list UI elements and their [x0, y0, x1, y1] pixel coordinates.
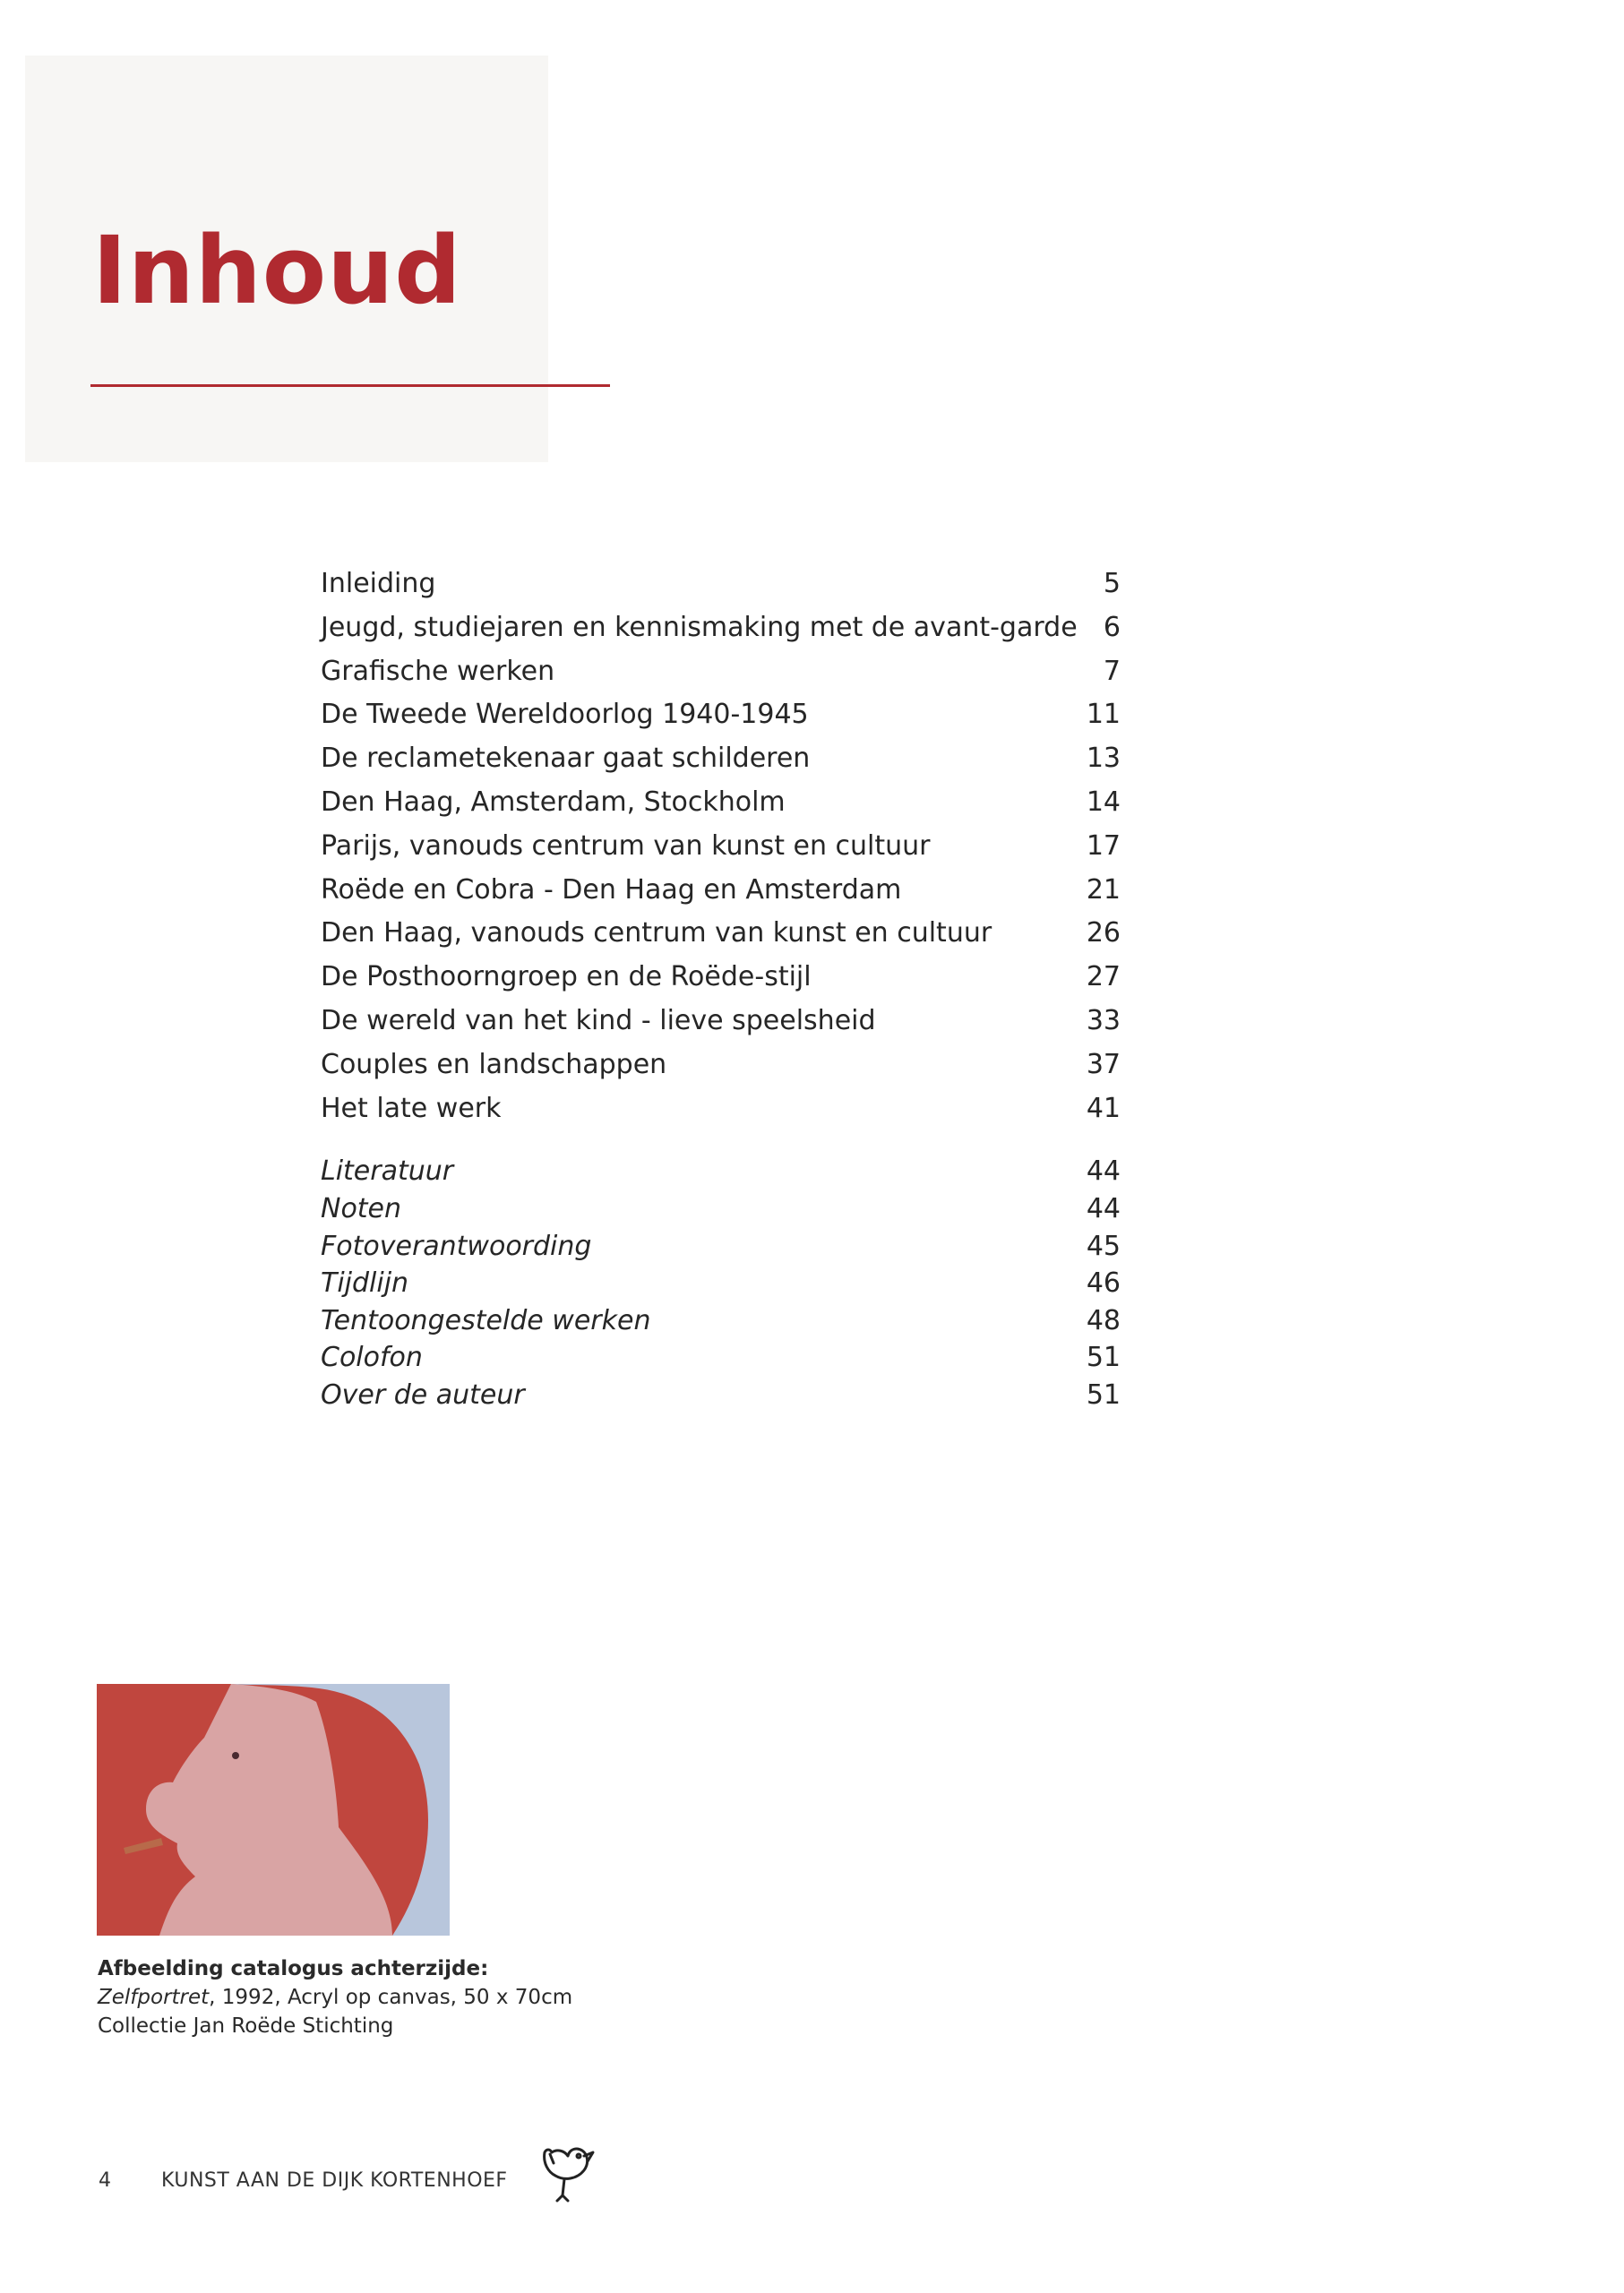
toc-entry-title: Roëde en Cobra - Den Haag en Amsterdam [321, 873, 902, 906]
toc-entry-title: De reclametekenaar gaat schilderen [321, 743, 811, 775]
toc-entry-page: 37 [1086, 1048, 1121, 1080]
toc-entry-title: Grafische werken [321, 655, 555, 687]
toc-entry-page: 26 [1086, 917, 1121, 949]
toc-entry-title: Het late werk [321, 1092, 502, 1124]
toc-chapters [321, 563, 1121, 1130]
toc-entry[interactable] [321, 912, 1121, 956]
title-underline [90, 384, 610, 387]
toc-entry[interactable] [321, 1190, 1121, 1228]
toc-entry[interactable] [321, 825, 1121, 869]
toc-appendices [321, 1153, 1121, 1413]
toc-entry[interactable] [321, 1043, 1121, 1087]
toc-entry-title: Tijdlijn [321, 1267, 409, 1300]
toc-entry-page: 6 [1103, 611, 1121, 643]
toc-entry-title: Colofon [321, 1342, 423, 1374]
toc-entry-page: 45 [1086, 1230, 1121, 1262]
toc-entry-title: Tentoongestelde werken [321, 1304, 651, 1336]
toc-entry[interactable] [321, 869, 1121, 913]
caption-work-details: , 1992, Acryl op canvas, 50 x 70cm [209, 1986, 573, 2009]
toc-entry-page: 46 [1086, 1267, 1121, 1300]
toc-entry-page: 21 [1086, 873, 1121, 906]
toc-entry-title: Den Haag, vanouds centrum van kunst en cultuur [321, 917, 992, 949]
toc-entry-page: 41 [1086, 1092, 1121, 1124]
toc-entry-title: Over de auteur [321, 1378, 525, 1411]
toc-entry-page: 17 [1086, 829, 1121, 862]
toc-entry[interactable] [321, 1339, 1121, 1377]
toc-entry-page: 44 [1086, 1192, 1121, 1224]
table-of-contents [321, 563, 1121, 1414]
bird-logo-icon [537, 2143, 597, 2206]
toc-entry[interactable] [321, 956, 1121, 1000]
toc-entry[interactable] [321, 650, 1121, 694]
caption-heading: Afbeelding catalogus achterzijde: [98, 1957, 489, 1980]
toc-entry-title: Couples en landschappen [321, 1048, 667, 1080]
toc-entry-title: Den Haag, Amsterdam, Stockholm [321, 786, 786, 818]
toc-entry-title: Inleiding [321, 568, 436, 599]
toc-entry[interactable] [321, 1265, 1121, 1302]
footer-publication-name: KUNST AAN DE DIJK KORTENHOEF [161, 2169, 508, 2192]
image-caption [98, 1954, 725, 2040]
toc-entry[interactable] [321, 1000, 1121, 1043]
toc-entry[interactable] [321, 1087, 1121, 1131]
toc-entry-page: 7 [1103, 655, 1121, 687]
caption-collection: Collectie Jan Roëde Stichting [98, 2014, 394, 2038]
toc-entry[interactable] [321, 737, 1121, 781]
toc-entry-page: 48 [1086, 1304, 1121, 1336]
toc-entry-title: Fotoverantwoording [321, 1230, 592, 1262]
toc-entry[interactable] [321, 693, 1121, 737]
toc-entry-page: 51 [1086, 1342, 1121, 1374]
toc-entry-title: Literatuur [321, 1155, 454, 1188]
toc-entry-page: 33 [1086, 1004, 1121, 1036]
toc-entry[interactable] [321, 606, 1121, 650]
toc-entry-page: 11 [1086, 699, 1121, 731]
toc-entry[interactable] [321, 1153, 1121, 1190]
toc-entry-page: 44 [1086, 1155, 1121, 1188]
toc-entry[interactable] [321, 781, 1121, 825]
toc-entry-page: 5 [1103, 568, 1121, 599]
toc-entry-page: 13 [1086, 743, 1121, 775]
toc-entry-title: De Posthoorngroep en de Roëde-stijl [321, 961, 812, 993]
toc-entry[interactable] [321, 1228, 1121, 1266]
footer-page-number: 4 [99, 2169, 111, 2192]
artwork-eye [232, 1752, 239, 1759]
toc-entry-title: Noten [321, 1192, 402, 1224]
toc-entry-title: Parijs, vanouds centrum van kunst en cultuur [321, 829, 931, 862]
caption-work-title: Zelfportret [98, 1986, 210, 2009]
toc-entry[interactable] [321, 1302, 1121, 1340]
page-title: Inhoud [92, 216, 462, 325]
toc-entry[interactable] [321, 563, 1121, 606]
toc-entry-page: 14 [1086, 786, 1121, 818]
toc-entry-title: Jeugd, studiejaren en kennismaking met de avant-garde [321, 611, 1078, 643]
toc-entry-title: De wereld van het kind - lieve speelsheid [321, 1004, 876, 1036]
toc-entry-page: 51 [1086, 1378, 1121, 1411]
toc-entry[interactable] [321, 1377, 1121, 1414]
toc-entry-page: 27 [1086, 961, 1121, 993]
caption-work-line [98, 1983, 725, 2012]
toc-entry-title: De Tweede Wereldoorlog 1940-1945 [321, 699, 809, 731]
self-portrait-artwork [97, 1684, 450, 1936]
